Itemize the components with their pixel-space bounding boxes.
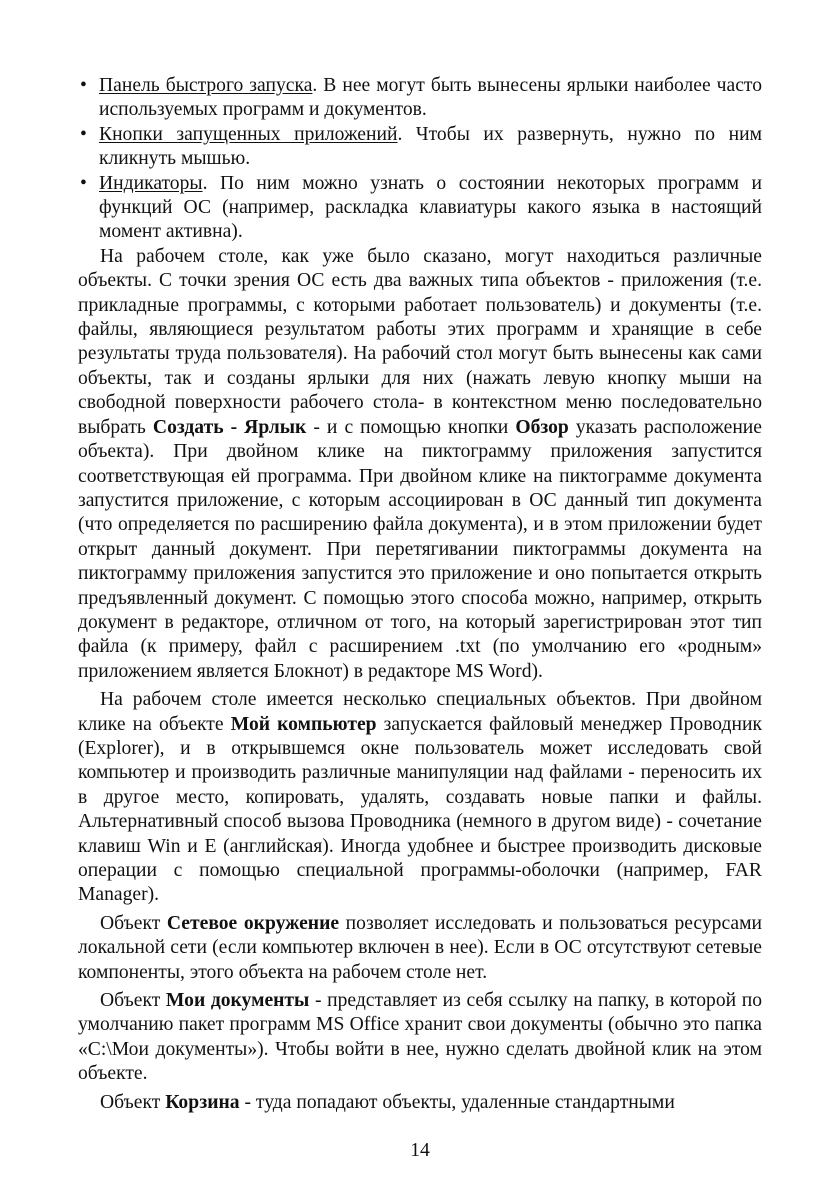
bullet-list — [78, 74, 762, 245]
bullet-dot-icon: • — [80, 172, 87, 194]
bullet-item-quick-launch — [78, 74, 762, 123]
para-text: - туда попадают объекты, удаленные стандартными — [239, 1091, 675, 1113]
bullet-text: . В нее могут быть вынесены ярлыки наиболее часто используемых программ и документов. — [99, 75, 762, 121]
bullet-term: Панель быстрого запуска — [99, 75, 313, 96]
bold-term-create-shortcut: Создать - Ярлык — [152, 416, 307, 438]
paragraph-desktop-objects — [78, 245, 762, 684]
para-text: позволяет исследовать и пользоваться ресурсами локальной сети (если компьютер включен в нее). Если в ОС отсутствуют сетевые компоненты, этого объекта на рабочем столе нет. — [78, 912, 762, 983]
bullet-item-indicators — [78, 172, 762, 245]
bold-term-network: Сетевое окружение — [166, 912, 340, 934]
para-text: указать расположение объекта). При двойном клике на пиктограмму приложения запустится соответствующая ей программа. При двойном клике на пиктограмме документа запустится приложение, с которым ассоциирован в ОС данный тип документа (что определяется по расширению файла документа), и в этом приложении будет открыт данный документ. При перетягивании пиктограммы документа на пиктограмму приложения запустится это приложение и оно попытается открыть предъявленный документ. С помощью этого способа можно, например, открыть документ в редакторе, отличном от того, на который зарегистрирован этот тип файла (к примеру, файл с расширением .txt (по умолчанию его «родным» приложением является Блокнот) в редакторе MS Word). — [78, 416, 762, 682]
para-text: Объект — [100, 990, 166, 1012]
paragraph-my-documents — [78, 989, 762, 1087]
page-number: 14 — [410, 1140, 430, 1161]
bullet-term: Индикаторы — [99, 172, 203, 194]
bullet-item-running-apps — [78, 123, 762, 172]
page-body — [78, 74, 762, 1115]
para-text: Объект — [100, 1091, 166, 1113]
bold-term-recycle-bin: Корзина — [165, 1091, 240, 1113]
bullet-text: . Чтобы их развернуть, нужно по ним кликнуть мышью. — [99, 123, 762, 170]
para-text: На рабочем столе имеется несколько специальных объектов. При двойном клике на объекте — [78, 689, 762, 735]
paragraph-network — [78, 912, 762, 985]
bold-term-my-computer: Мой компьютер — [230, 713, 377, 735]
bold-term-browse: Обзор — [515, 416, 569, 438]
bullet-dot-icon: • — [80, 123, 87, 145]
paragraph-my-computer — [78, 688, 762, 908]
para-text: - и с помощью кнопки — [306, 416, 516, 438]
bullet-term: Кнопки запущенных приложений — [99, 123, 398, 145]
para-text: - представляет из себя ссылку на папку, в которой по умолчанию пакет программ MS Office хранит свои документы (обычно это папка «C:\Мои документы»). Чтобы войти в нее, нужно сделать двойной клик на этом объекте. — [78, 990, 763, 1085]
para-text: Объект — [100, 912, 167, 934]
bullet-text: . По ним можно узнать о состоянии некоторых программ и функций ОС (например, раскладка клавиатуры какого языка в настоящий момент активна). — [99, 172, 762, 243]
para-text: запускается файловый менеджер Проводник (Explorer), и в открывшемся окне пользователь может исследовать свой компьютер и производить различные манипуляции над файлами - переносить их в другое место, копировать, удалять, создавать новые папки и файлы. Альтернативный способ вызова Проводника (немного в другом виде) - сочетание клавиш Win и E (английская). Иногда удобнее и быстрее производить дисковые операции с помощью специальной программы-оболочки (например, FAR Manager). — [78, 713, 763, 906]
bold-term-my-documents: Мои документы — [165, 990, 310, 1012]
bullet-dot-icon: • — [80, 75, 87, 96]
paragraph-recycle-bin — [78, 1091, 762, 1115]
para-text: На рабочем столе, как уже было сказано, могут находиться различные объекты. С точки зрения ОС есть два важных типа объектов - приложения (т.е. прикладные программы, с которыми работает пользователь) и документы (т.е. файлы, являющиеся результатом работы этих программ и хранящие в себе результаты труда пользователя). На рабочий стол могут быть вынесены как сами объекты, так и созданы ярлыки для них (нажать левую кнопку мыши на свободной поверхности рабочего стола- в контекстном меню последовательно выбрать — [78, 245, 762, 438]
